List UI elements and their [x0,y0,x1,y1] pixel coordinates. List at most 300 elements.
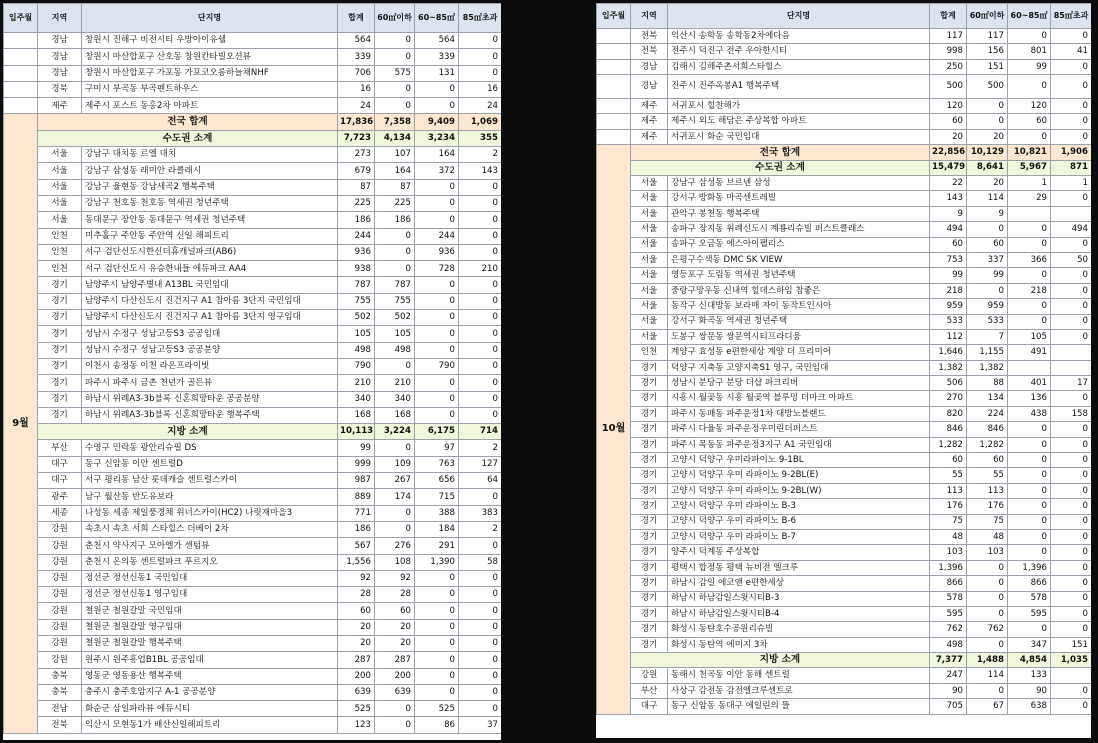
total-cell: 24 [338,98,375,114]
over-85-cell: 0 [1051,391,1092,406]
total-cell: 938 [338,261,375,277]
month-label: 9월 [4,114,38,733]
under-60-cell: 533 [967,314,1008,329]
total-cell: 218 [930,283,967,298]
complex-name-cell: 춘천시 온의동 센트럴파크 푸르지오 [82,554,338,570]
60-85-cell: 97 [415,440,459,456]
table-row [597,637,1092,652]
total-cell: 7,377 [930,653,967,668]
total-cell: 498 [930,637,967,652]
under-60-cell: 114 [967,668,1008,683]
table-row [597,453,1092,468]
header-under-60: 60㎡이하 [375,4,415,33]
over-85-cell: 0 [459,195,502,211]
60-85-cell: 0 [415,310,459,326]
60-85-cell: 0 [1008,222,1051,237]
table-row [597,468,1092,483]
under-60-cell: 500 [967,75,1008,99]
over-85-cell: 50 [1051,252,1092,267]
over-85-cell: 0 [1051,437,1092,452]
region-cell: 제주 [38,98,82,114]
total-cell: 99 [338,440,375,456]
complex-name-cell: 서구 검단신도시한신더휴캐널파크(AB6) [82,244,338,260]
total-cell: 10,113 [338,424,375,440]
table-row [597,329,1092,344]
table-row [4,342,502,358]
region-cell: 충북 [38,684,82,700]
complex-name-cell: 정선군 정선신동1 국민임대 [82,570,338,586]
region-cell: 강원 [38,619,82,635]
under-60-cell: 99 [967,268,1008,283]
under-60-cell: 1,382 [967,360,1008,375]
total-cell: 959 [930,299,967,314]
complex-name-cell: 하남시 위례A3-3b블록 신혼희망타운 공공분양 [82,391,338,407]
over-85-cell: 0 [1051,622,1092,637]
complex-name-cell: 고양시 덕양구 우미 라파이노 B-6 [668,514,930,529]
60-85-cell: 164 [415,147,459,163]
over-85-cell: 0 [1051,606,1092,621]
complex-name-cell: 고양시 덕양구 우미 라파이노 B-7 [668,529,930,544]
table-row [4,33,502,49]
summary-label: 지방 소계 [38,424,338,440]
total-cell: 705 [930,699,967,714]
under-60-cell: 575 [375,65,415,81]
60-85-cell: 60 [1008,114,1051,129]
region-cell: 경기 [631,622,668,637]
under-60-cell: 0 [375,440,415,456]
table-row [597,360,1092,375]
header-over-85: 85㎡초과 [459,4,502,33]
complex-name-cell: 하남시 감일 에코앤 e편한세상 [668,576,930,591]
60-85-cell: 339 [415,49,459,65]
complex-name-cell: 송파구 장지동 위례신도시 계룡리슈빌 퍼스트클래스 [668,222,930,237]
region-cell: 경기 [631,437,668,452]
total-cell: 225 [338,195,375,211]
over-85-cell: 0 [1051,699,1092,714]
region-cell: 서울 [631,299,668,314]
under-60-cell: 75 [967,514,1008,529]
over-85-cell [1051,360,1092,375]
table-row [4,261,502,277]
complex-name-cell: 하남시 하남감일스윗시티B-3 [668,591,930,606]
over-85-cell: 383 [459,505,502,521]
under-60-cell: 0 [967,99,1008,114]
60-85-cell: 438 [1008,406,1051,421]
under-60-cell: 1,282 [967,437,1008,452]
under-60-cell: 0 [375,521,415,537]
table-row [597,699,1092,714]
table-row [4,701,502,717]
region-cell: 경기 [38,310,82,326]
table-row [4,49,502,65]
complex-name-cell: 강남구 삼성동 래미안 라클래시 [82,163,338,179]
month-cell-empty [597,59,631,74]
complex-name-cell: 철원군 철원갈말 국민임대 [82,603,338,619]
60-85-cell: 595 [1008,606,1051,621]
region-cell: 경기 [631,545,668,560]
complex-name-cell: 고양시 덕양구 우미 라파이노 9-2BL(E) [668,468,930,483]
month-cell-empty [4,49,38,65]
table-row [597,376,1092,391]
total-cell: 339 [338,49,375,65]
under-60-cell: 0 [967,606,1008,621]
region-cell: 강원 [38,554,82,570]
under-60-cell: 109 [375,456,415,472]
under-60-cell: 20 [967,175,1008,190]
subtotal-row [4,130,502,146]
under-60-cell: 9 [967,206,1008,221]
under-60-cell: 107 [375,147,415,163]
under-60-cell: 200 [375,668,415,684]
under-60-cell: 60 [967,453,1008,468]
table-row [4,163,502,179]
60-85-cell: 136 [1008,391,1051,406]
under-60-cell: 0 [375,228,415,244]
over-85-cell: 0 [459,358,502,374]
complex-name-cell: 강남구 삼성동 브르넨 삼성 [668,175,930,190]
60-85-cell: 133 [1008,668,1051,683]
total-cell: 706 [338,65,375,81]
total-cell: 639 [338,684,375,700]
over-85-cell: 17 [1051,376,1092,391]
over-85-cell: 0 [1051,191,1092,206]
under-60-cell: 224 [967,406,1008,421]
national-total-row [4,114,502,130]
complex-name-cell: 동해시 천곡동 이안 동해 센트럴 [668,668,930,683]
table-row [597,514,1092,529]
over-85-cell: 143 [459,163,502,179]
60-85-cell: 29 [1008,191,1051,206]
region-cell: 서울 [38,163,82,179]
table-row [4,684,502,700]
under-60-cell: 186 [375,212,415,228]
60-85-cell [1008,360,1051,375]
over-85-cell: 1 [1051,175,1092,190]
region-cell: 경남 [631,75,668,99]
60-85-cell: 86 [415,717,459,733]
table-row [4,717,502,733]
region-cell: 전북 [631,44,668,59]
under-60-cell: 0 [375,505,415,521]
60-85-cell: 388 [415,505,459,521]
60-85-cell: 790 [415,358,459,374]
total-cell: 105 [338,326,375,342]
under-60-cell: 105 [375,326,415,342]
region-cell: 강원 [38,570,82,586]
region-cell: 경남 [38,33,82,49]
complex-name-cell: 나성동 세종 제일풍경채 위너스카이(HC2) 나릿재마을3 [82,505,338,521]
complex-name-cell: 계양구 효성동 e편한세상 계양 더 프리미어 [668,345,930,360]
table-row [597,99,1092,114]
total-cell: 186 [338,521,375,537]
under-60-cell: 60 [375,603,415,619]
region-cell: 서울 [38,147,82,163]
over-85-cell: 0 [1051,576,1092,591]
under-60-cell: 114 [967,191,1008,206]
right-table-panel [596,3,1091,738]
total-cell: 20 [930,129,967,144]
region-cell: 대구 [631,699,668,714]
region-cell: 서울 [38,195,82,211]
region-cell: 서울 [38,179,82,195]
over-85-cell: 494 [1051,222,1092,237]
total-cell: 762 [930,622,967,637]
header-region: 지역 [38,4,82,33]
over-85-cell: 0 [1051,468,1092,483]
region-cell: 전북 [38,717,82,733]
over-85-cell: 0 [1051,99,1092,114]
under-60-cell: 108 [375,554,415,570]
over-85-cell: 2 [459,521,502,537]
60-85-cell: 0 [1008,29,1051,44]
table-row [597,437,1092,452]
60-85-cell: 90 [1008,683,1051,698]
complex-name-cell: 창원시 마산합포구 가포동 가포코오롱하늘채NHF [82,65,338,81]
over-85-cell: 0 [1051,514,1092,529]
table-row [4,619,502,635]
left-supply-table [3,3,501,734]
over-85-cell: 0 [459,228,502,244]
over-85-cell: 355 [459,130,502,146]
table-row [4,310,502,326]
60-85-cell: 578 [1008,591,1051,606]
60-85-cell: 0 [415,375,459,391]
subtotal-row [597,160,1092,175]
region-cell: 강원 [38,587,82,603]
over-85-cell: 1,035 [1051,653,1092,668]
header-region: 지역 [631,4,668,29]
table-row [4,228,502,244]
under-60-cell: 67 [967,699,1008,714]
under-60-cell: 103 [967,545,1008,560]
header-60-85: 60~85㎡ [1008,4,1051,29]
total-cell: 55 [930,468,967,483]
region-cell: 제주 [631,99,668,114]
total-cell: 60 [930,237,967,252]
60-85-cell: 10,821 [1008,145,1051,160]
under-60-cell: 0 [967,560,1008,575]
total-cell: 502 [338,310,375,326]
60-85-cell: 0 [415,407,459,423]
over-85-cell: 158 [1051,406,1092,421]
total-cell: 9 [930,206,967,221]
table-row [4,195,502,211]
under-60-cell: 88 [967,376,1008,391]
over-85-cell: 0 [459,684,502,700]
over-85-cell: 0 [459,701,502,717]
total-cell: 755 [338,293,375,309]
total-cell: 578 [930,591,967,606]
over-85-cell: 0 [459,603,502,619]
region-cell: 광주 [38,489,82,505]
under-60-cell: 337 [967,252,1008,267]
subtotal-row [4,424,502,440]
total-cell: 506 [930,376,967,391]
total-cell: 28 [338,587,375,603]
over-85-cell: 0 [1051,591,1092,606]
under-60-cell: 0 [375,33,415,49]
summary-label: 전국 합계 [631,145,930,160]
over-85-cell: 0 [459,342,502,358]
under-60-cell: 0 [967,591,1008,606]
60-85-cell: 0 [415,587,459,603]
over-85-cell: 0 [459,391,502,407]
over-85-cell [1051,668,1092,683]
over-85-cell: 0 [1051,314,1092,329]
region-cell: 경기 [631,514,668,529]
complex-name-cell: 강남구 대치동 르엘 대치 [82,147,338,163]
header-complex: 단지명 [668,4,930,29]
under-60-cell: 1,488 [967,653,1008,668]
month-cell-empty [597,129,631,144]
complex-name-cell: 전주시 덕진구 전주 우아한시티 [668,44,930,59]
60-85-cell: 99 [1008,59,1051,74]
60-85-cell: 0 [1008,237,1051,252]
table-row [4,668,502,684]
table-row [4,407,502,423]
under-60-cell: 0 [967,683,1008,698]
total-cell: 494 [930,222,967,237]
table-row [597,483,1092,498]
region-cell: 충북 [38,668,82,684]
complex-name-cell: 서귀포시 화순 국민임대 [668,129,930,144]
under-60-cell: 164 [375,163,415,179]
header-row [4,4,502,33]
complex-name-cell: 서구 검단신도시 유승한내들 에듀파크 AA4 [82,261,338,277]
60-85-cell: 120 [1008,99,1051,114]
region-cell: 제주 [631,129,668,144]
region-cell: 서울 [631,206,668,221]
total-cell: 936 [338,244,375,260]
over-85-cell: 0 [459,407,502,423]
region-cell: 인천 [38,261,82,277]
table-row [4,81,502,97]
region-cell: 부산 [631,683,668,698]
60-85-cell: 0 [415,652,459,668]
total-cell: 1,556 [338,554,375,570]
under-60-cell: 7 [967,329,1008,344]
over-85-cell: 0 [459,652,502,668]
under-60-cell: 0 [967,283,1008,298]
header-under-60: 60㎡이하 [967,4,1008,29]
total-cell: 48 [930,529,967,544]
over-85-cell: 64 [459,473,502,489]
region-cell: 경기 [631,391,668,406]
complex-name-cell: 고양시 덕양구 우미라파이노 9-1BL [668,453,930,468]
under-60-cell: 502 [375,310,415,326]
table-row [4,65,502,81]
over-85-cell: 0 [459,635,502,651]
60-85-cell: 0 [415,195,459,211]
table-row [4,98,502,114]
over-85-cell: 1,069 [459,114,502,130]
60-85-cell: 291 [415,538,459,554]
over-85-cell: 0 [1051,237,1092,252]
total-cell: 60 [930,114,967,129]
month-cell-empty [4,98,38,114]
total-cell: 753 [930,252,967,267]
complex-name-cell: 김해시 김해주촌서희스타힐스 [668,59,930,74]
complex-name-cell: 강서구 방화동 마곡센트레빌 [668,191,930,206]
region-cell: 서울 [631,314,668,329]
60-85-cell: 9,409 [415,114,459,130]
table-row [597,576,1092,591]
total-cell: 7,723 [338,130,375,146]
month-cell-empty [597,75,631,99]
table-row [597,545,1092,560]
complex-name-cell: 영동군 영동용산 행복주택 [82,668,338,684]
table-row [597,75,1092,99]
under-60-cell: 7,358 [375,114,415,130]
complex-name-cell: 평택시 합정동 평택 뉴비전 엘크루 [668,560,930,575]
header-total: 합계 [930,4,967,29]
60-85-cell: 0 [1008,483,1051,498]
under-60-cell: 168 [375,407,415,423]
complex-name-cell: 중랑구망우동 신내역 힐데스하임 참좋은 [668,283,930,298]
60-85-cell: 0 [415,179,459,195]
total-cell: 820 [930,406,967,421]
region-cell: 부산 [38,440,82,456]
complex-name-cell: 고양시 덕양구 우미 라파이노 B-3 [668,499,930,514]
under-60-cell: 639 [375,684,415,700]
60-85-cell: 0 [415,635,459,651]
under-60-cell: 176 [967,499,1008,514]
region-cell: 인천 [38,228,82,244]
60-85-cell: 656 [415,473,459,489]
table-row [4,147,502,163]
complex-name-cell: 강서구 화곡동 역세권 청년주택 [668,314,930,329]
region-cell: 대구 [38,473,82,489]
region-cell: 강원 [631,668,668,683]
over-85-cell: 0 [1051,529,1092,544]
region-cell: 경남 [631,59,668,74]
under-60-cell: 959 [967,299,1008,314]
region-cell: 경기 [631,422,668,437]
complex-name-cell: 영등포구 도림동 역세권 청년주택 [668,268,930,283]
complex-name-cell: 송파구 오금동 에스아이팰리스 [668,237,930,252]
table-row [597,206,1092,221]
region-cell: 경기 [631,376,668,391]
under-60-cell: 28 [375,587,415,603]
60-85-cell: 0 [1008,299,1051,314]
region-cell: 강원 [38,538,82,554]
60-85-cell: 0 [1008,422,1051,437]
total-cell: 998 [930,44,967,59]
total-cell: 273 [338,147,375,163]
complex-name-cell: 동구 신암동 동대구 에일린의 뜰 [668,699,930,714]
complex-name-cell: 하남시 위례A3-3b블록 신혼희망타운 행복주택 [82,407,338,423]
over-85-cell: 0 [459,33,502,49]
over-85-cell: 0 [459,277,502,293]
complex-name-cell: 파주시 다율동 파주운정우미린더퍼스트 [668,422,930,437]
total-cell: 75 [930,514,967,529]
complex-name-cell: 시흥시 월곶동 시흥 월곶역 블루밍 더마크 아파트 [668,391,930,406]
under-60-cell: 10,129 [967,145,1008,160]
complex-name-cell: 성남시 분당구 분당 더샵 파크리버 [668,376,930,391]
total-cell: 244 [338,228,375,244]
table-row [597,591,1092,606]
60-85-cell: 0 [415,293,459,309]
right-supply-table [596,3,1091,715]
under-60-cell: 0 [375,717,415,733]
table-row [597,268,1092,283]
complex-name-cell: 익산시 송학동 송학동2차에다음 [668,29,930,44]
complex-name-cell: 화성시 동탄호수공원리슈빌 [668,622,930,637]
60-85-cell [1008,206,1051,221]
summary-label: 전국 합계 [38,114,338,130]
total-cell: 17,836 [338,114,375,130]
table-row [4,244,502,260]
